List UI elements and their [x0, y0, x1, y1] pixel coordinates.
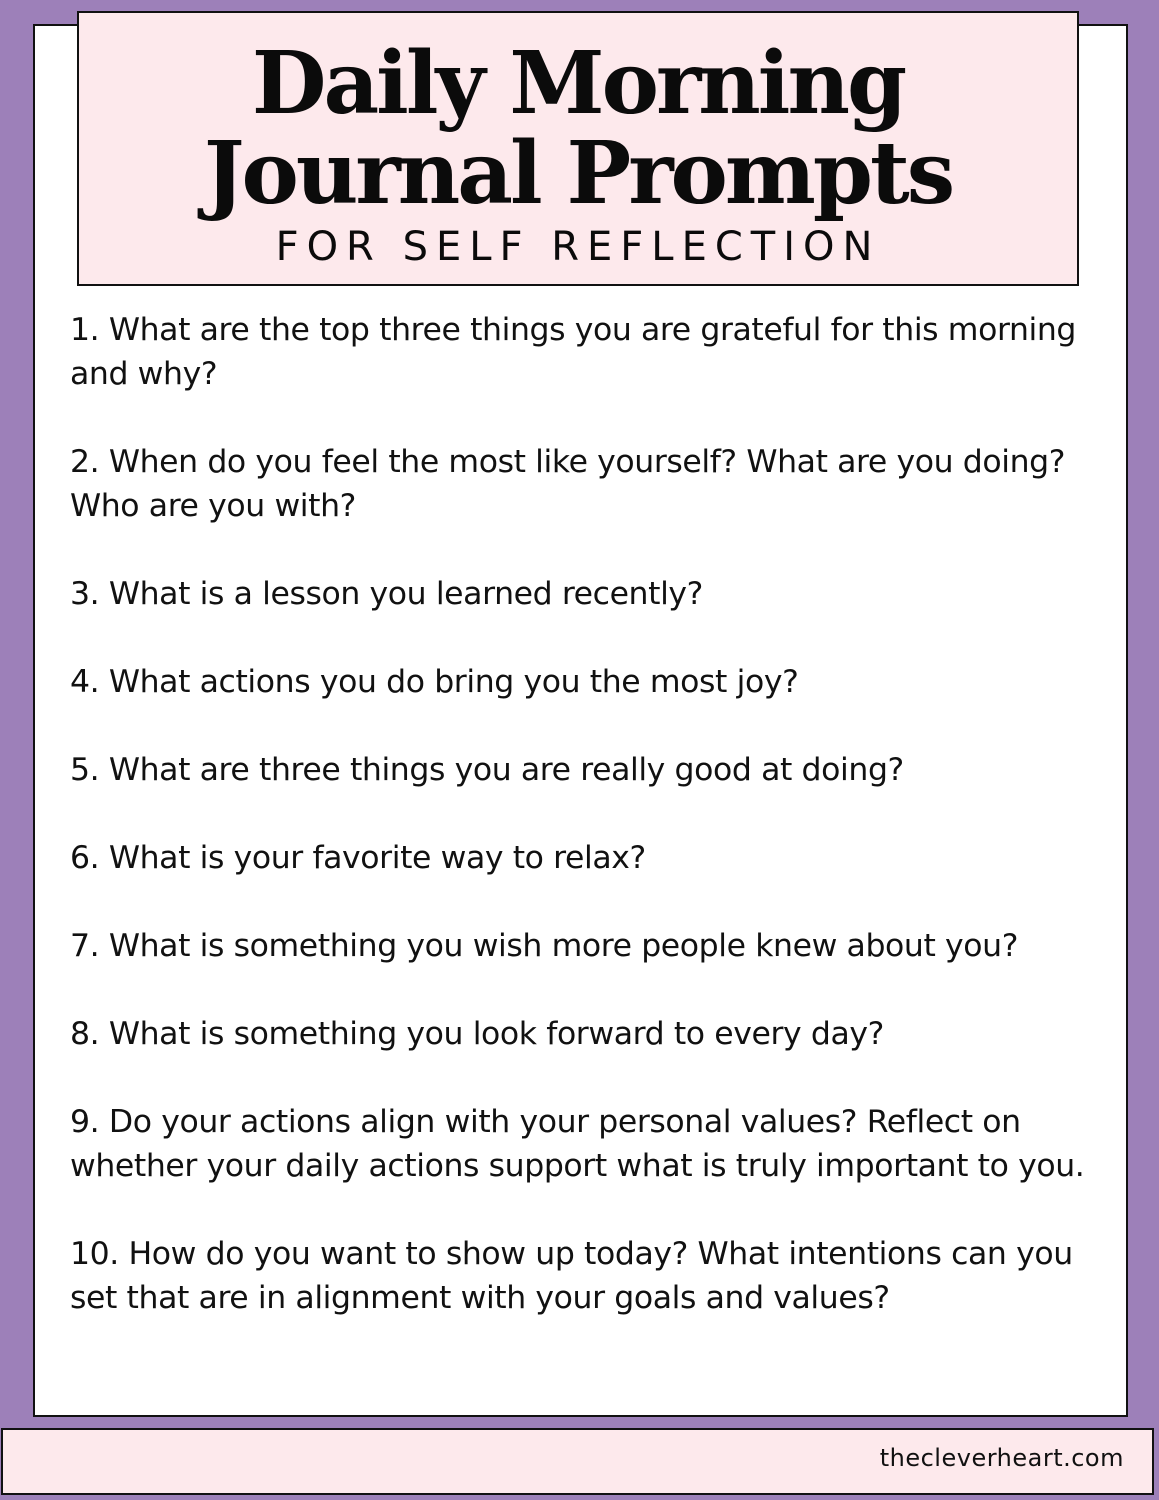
- prompt-item: 2. When do you feel the most like yourself? What are you doing? Who are you with?: [70, 444, 1066, 524]
- prompt-item: 9. Do your actions align with your personal values? Reflect on whether your daily actions support what is truly important to you.: [70, 1104, 1085, 1184]
- prompt-item: 6. What is your favorite way to relax?: [70, 840, 646, 876]
- page-subtitle: FOR SELF REFLECTION: [275, 224, 881, 270]
- page-title-line-2: Journal Prompts: [203, 123, 953, 224]
- prompt-list: [70, 308, 1110, 1364]
- footer-bar: [1, 1428, 1154, 1495]
- footer-site-link[interactable]: thecleverheart.com: [879, 1444, 1124, 1472]
- prompt-item: 5. What are three things you are really good at doing?: [70, 752, 904, 788]
- prompt-item: 10. How do you want to show up today? What intentions can you set that are in alignment with your goals and values?: [70, 1236, 1073, 1316]
- prompt-item: 7. What is something you wish more people knew about you?: [70, 928, 1019, 964]
- title-box: [77, 11, 1079, 286]
- prompt-item: 8. What is something you look forward to every day?: [70, 1016, 884, 1052]
- prompt-item: 1. What are the top three things you are grateful for this morning and why?: [70, 312, 1077, 392]
- prompt-item: 4. What actions you do bring you the most joy?: [70, 664, 799, 700]
- page-title-line-1: Daily Morning: [251, 33, 905, 134]
- prompt-item: 3. What is a lesson you learned recently?: [70, 576, 703, 612]
